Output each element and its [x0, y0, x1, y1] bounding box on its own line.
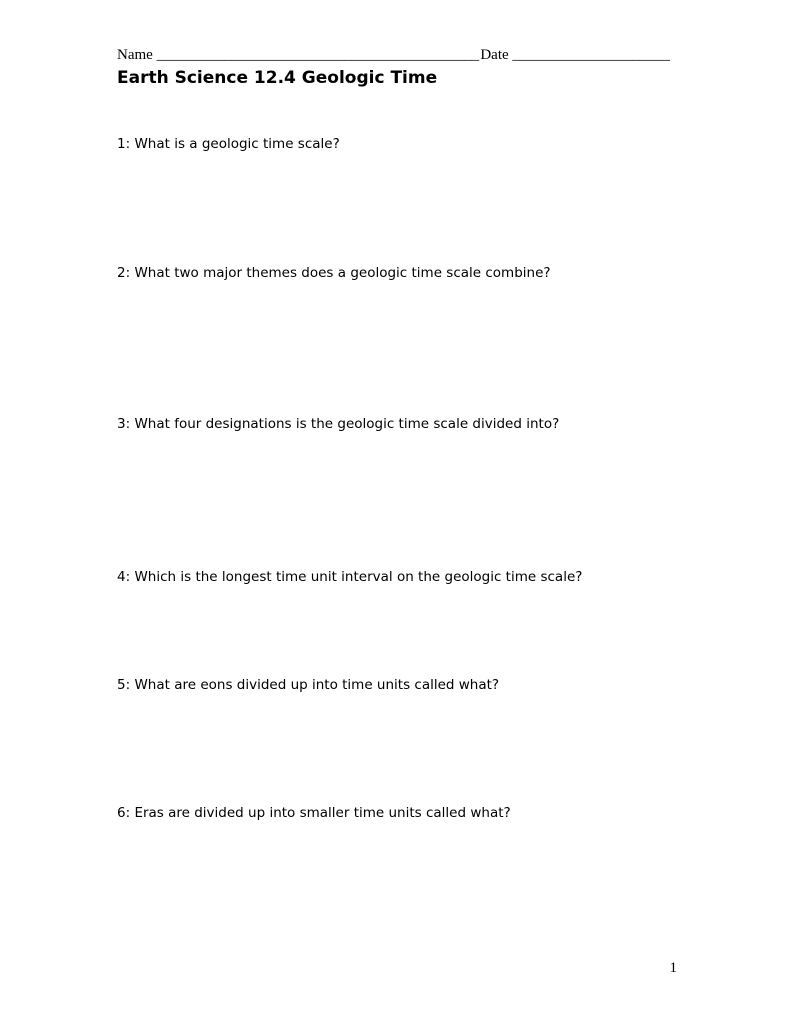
name-blank-line: ___________________________________________	[156, 47, 480, 63]
question-3	[117, 415, 559, 433]
question-1	[117, 135, 340, 153]
question-number: 4:	[117, 569, 131, 585]
question-number: 3:	[117, 416, 131, 432]
question-number: 5:	[117, 677, 131, 693]
worksheet-title: Earth Science 12.4 Geologic Time	[117, 68, 438, 88]
question-2	[117, 264, 551, 282]
question-number: 1:	[117, 136, 131, 152]
name-label: Name	[117, 47, 153, 63]
date-blank-line: _____________________	[512, 47, 670, 63]
question-6	[117, 804, 511, 822]
question-text: What four designations is the geologic time scale divided into?	[134, 416, 560, 432]
question-text: Which is the longest time unit interval on the geologic time scale?	[134, 569, 583, 585]
name-date-header	[117, 45, 677, 65]
question-text: Eras are divided up into smaller time units called what?	[134, 805, 511, 821]
question-5	[117, 676, 499, 694]
question-number: 6:	[117, 805, 131, 821]
question-4	[117, 568, 582, 586]
page-number: 1	[669, 960, 677, 976]
question-number: 2:	[117, 265, 131, 281]
question-text: What two major themes does a geologic time scale combine?	[134, 265, 551, 281]
question-text: What is a geologic time scale?	[134, 136, 340, 152]
question-text: What are eons divided up into time units called what?	[134, 677, 500, 693]
date-label: Date	[480, 47, 509, 63]
